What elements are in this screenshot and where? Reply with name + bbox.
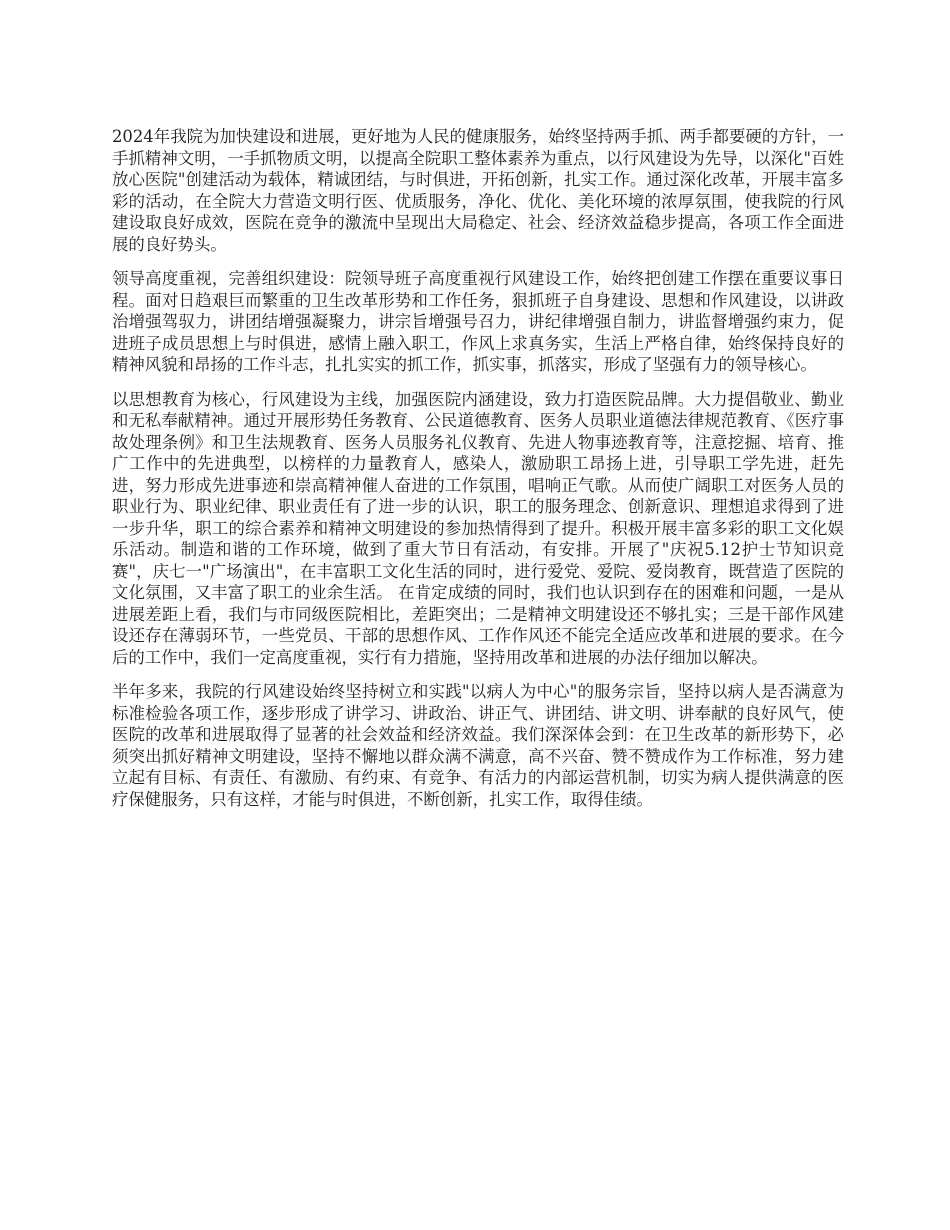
paragraph-education: 以思想教育为核心，行风建设为主线，加强医院内涵建设，致力打造医院品牌。大力提倡敬业、勤业和无私奉献精神。通过开展形势任务教育、公民道德教育、医务人员职业道德法律规范教育、《医疗事故处理条例》和卫生法规教育、医务人员服务礼仪教育、先进人物事迹教育等，注意挖掘、培育、推广工作中的先进典型，以榜样的力量教育人，感染人，激励职工昂扬上进，引导职工学先进，赶先进，努力形成先进事迹和崇高精神催人奋进的工作氛围，唱响正气歌。从而使广阔职工对医务人员的职业行为、职业纪律、职业责任有了进一步的认识，职工的服务理念、创新意识、理想追求得到了进一步升华，职工的综合素养和精神文明建设的参加热情得到了提升。积极开展丰富多彩的职工文化娱乐活动。制造和谐的工作环境，做到了重大节日有活动，有安排。开展了"庆祝5.12护士节知识竞赛"，庆七一"广场演出"，在丰富职工文化生活的同时，进行爱党、爱院、爱岗教育，既营造了医院的文化氛围，又丰富了职工的业余生活。 在肯定成绩的同时，我们也认识到存在的困难和问题，一是从进展差距上看，我们与市同级医院相比，差距突出；二是精神文明建设还不够扎实；三是干部作风建设还存在薄弱环节，一些党员、干部的思想作风、工作作风还不能完全适应改革和进展的要求。在今后的工作中，我们一定高度重视，实行有力措施，坚持用改革和进展的办法仔细加以解决。 — [112, 389, 844, 667]
paragraph-intro: 2024年我院为加快建设和进展，更好地为人民的健康服务，始终坚持两手抓、两手都要硬的方针，一手抓精神文明，一手抓物质文明，以提高全院职工整体素养为重点，以行风建设为先导，以深化"百姓放心医院"创建活动为载体，精诚团结，与时俱进，开拓创新，扎实工作。通过深化改革，开展丰富多彩的活动，在全院大力营造文明行医、优质服务，净化、优化、美化环境的浓厚氛围，使我院的行风建设取良好成效，医院在竞争的激流中呈现出大局稳定、社会、经济效益稳步提高，各项工作全面进展的良好势头。 — [112, 127, 844, 254]
document-body — [112, 126, 844, 823]
paragraph-leadership: 领导高度重视，完善组织建设：院领导班子高度重视行风建设工作，始终把创建工作摆在重要议事日程。面对日趋艰巨而繁重的卫生改革形势和工作任务，狠抓班子自身建设、思想和作风建设，以讲政治增强驾驭力，讲团结增强凝聚力，讲宗旨增强号召力，讲纪律增强自制力，讲监督增强约束力，促进班子成员思想上与时俱进，感情上融入职工，作风上求真务实，生活上严格自律，始终保持良好的精神风貌和昂扬的工作斗志，扎扎实实的抓工作，抓实事，抓落实，形成了坚强有力的领导核心。 — [112, 269, 844, 374]
paragraph-summary: 半年多来，我院的行风建设始终坚持树立和实践"以病人为中心"的服务宗旨，坚持以病人是否满意为标准检验各项工作，逐步形成了讲学习、讲政治、讲正气、讲团结、讲文明、讲奉献的良好风气，使医院的改革和进展取得了显著的社会效益和经济效益。我们深深体会到：在卫生改革的新形势下，必须突出抓好精神文明建设，坚持不懈地以群众满不满意，高不兴奋、赞不赞成作为工作标准，努力建立起有目标、有责任、有激励、有约束、有竞争、有活力的内部运营机制，切实为病人提供满意的医疗保健服务，只有这样，才能与时俱进，不断创新，扎实工作，取得佳绩。 — [112, 682, 844, 809]
